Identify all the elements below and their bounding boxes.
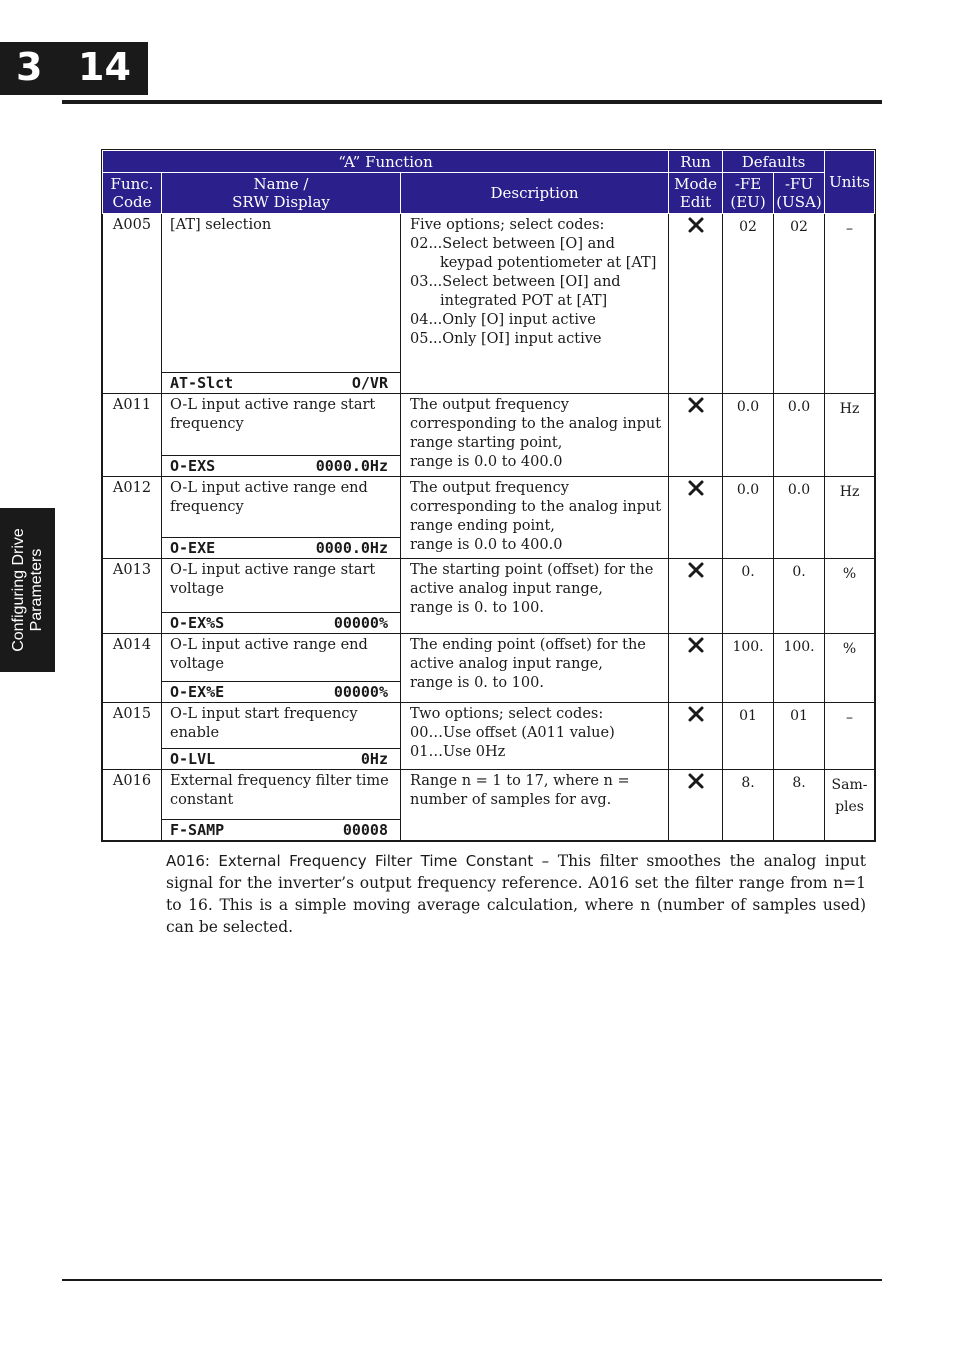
srw-display-value: 0Hz: [360, 749, 388, 768]
units-cell: [825, 703, 875, 770]
description-cell: [401, 770, 669, 841]
parameter-name: O-L input active range end frequency: [170, 480, 368, 515]
run-mode-edit-header: Mode Edit: [669, 173, 723, 214]
description-cell: [401, 477, 669, 559]
description-line: integrated POT at [AT]: [440, 293, 608, 309]
page-number-tab: [0, 42, 148, 95]
description-line: corresponding to the analog input: [410, 416, 662, 432]
fu-default-header: -FU (USA): [774, 173, 825, 214]
func-code-cell: A005: [103, 214, 162, 394]
paragraph-lead: A016: External Frequency Filter Time Constant –: [166, 852, 550, 870]
srw-display-key: O-EX%E: [170, 682, 225, 701]
srw-display: [162, 537, 400, 558]
fu-default-cell: 8.: [774, 770, 825, 841]
units-cell: [825, 477, 875, 559]
srw-display-key: O-EXS: [170, 456, 216, 475]
paragraph-body: This filter smoothes the analog input signal for the inverter’s output frequency reference. A016 set the filter range from n=1 to 16. This is a simple moving average calculation, where n (number of samples used) can be selected.: [166, 852, 866, 936]
srw-display: [162, 612, 400, 633]
srw-display: [162, 372, 400, 393]
units-value: Hz: [839, 401, 860, 417]
x-icon: [687, 705, 705, 723]
units-cell: [825, 559, 875, 634]
parameter-name: [AT] selection: [170, 217, 272, 233]
description-cell: [401, 634, 669, 703]
srw-display-value: 00000%: [333, 613, 388, 632]
a016-explanation-paragraph: [166, 850, 866, 938]
srw-display: [162, 455, 400, 476]
parameter-name: O-L input active range start frequency: [170, 397, 376, 432]
description-line: 04...Only [O] input active: [410, 312, 596, 328]
code-header: Func. Code: [103, 173, 162, 214]
description-line: Range n = 1 to 17, where n =: [410, 773, 630, 789]
side-tab-line-1: Configuring Drive: [9, 528, 27, 652]
description-line: number of samples for avg.: [410, 792, 612, 808]
units-value: %: [842, 566, 857, 582]
description-line: range is 0.0 to 400.0: [410, 454, 563, 470]
description-line: 01…Use 0Hz: [410, 744, 506, 760]
name-cell: [162, 214, 401, 394]
description-line: active analog input range,: [410, 581, 603, 597]
run-mode-edit-cell: [669, 703, 723, 770]
description-line: 00…Use offset (A011 value): [410, 725, 615, 741]
side-tab-line-2: Parameters: [27, 548, 45, 632]
fu-default-cell: 01: [774, 703, 825, 770]
name-cell: [162, 559, 401, 634]
srw-display: [162, 681, 400, 702]
fe-default-cell: 01: [723, 703, 774, 770]
x-icon: [687, 636, 705, 654]
func-code-cell: A016: [103, 770, 162, 841]
run-mode-edit-cell: [669, 770, 723, 841]
parameter-name: External frequency filter time constant: [170, 773, 389, 808]
description-line: 02...Select between [O] and: [410, 236, 615, 252]
x-icon: [687, 479, 705, 497]
units-value: Sam-ples: [831, 777, 868, 815]
run-mode-edit-cell: [669, 394, 723, 477]
run-mode-edit-cell: [669, 634, 723, 703]
parameter-name: O-L input start frequency enable: [170, 706, 358, 741]
srw-display-key: O-EX%S: [170, 613, 225, 632]
fu-default-cell: 100.: [774, 634, 825, 703]
units-value: –: [846, 710, 854, 726]
description-line: The starting point (offset) for the: [410, 562, 654, 578]
srw-display-value: 0000.0Hz: [315, 538, 388, 557]
footer-rule: [62, 1279, 882, 1281]
units-cell: [825, 214, 875, 394]
table-row: [103, 703, 875, 770]
name-header: Name / SRW Display: [162, 173, 401, 214]
description-cell: [401, 394, 669, 477]
units-value: %: [842, 641, 857, 657]
description-line: The output frequency: [410, 480, 569, 496]
units-value: Hz: [839, 484, 860, 500]
x-icon: [687, 561, 705, 579]
srw-display-key: F-SAMP: [170, 820, 225, 839]
description-line: 05...Only [OI] input active: [410, 331, 602, 347]
run-mode-edit-cell: [669, 214, 723, 394]
name-cell: [162, 394, 401, 477]
srw-display-value: O/VR: [351, 373, 388, 392]
description-line: range starting point,: [410, 435, 563, 451]
srw-display-value: 00008: [342, 820, 388, 839]
header-rule: [62, 100, 882, 104]
name-cell: [162, 703, 401, 770]
fu-default-cell: 0.: [774, 559, 825, 634]
x-icon: [687, 772, 705, 790]
description-line: Two options; select codes:: [410, 706, 604, 722]
page-number: 14: [78, 45, 131, 89]
func-code-cell: A014: [103, 634, 162, 703]
parameter-name: O-L input active range start voltage: [170, 562, 376, 597]
x-icon: [687, 396, 705, 414]
description-line: active analog input range,: [410, 656, 603, 672]
group-header: “A” Function: [103, 151, 669, 173]
func-code-cell: A012: [103, 477, 162, 559]
run-mode-edit-cell: [669, 477, 723, 559]
func-code-cell: A011: [103, 394, 162, 477]
description-line: keypad potentiometer at [AT]: [440, 255, 657, 271]
fe-default-cell: 0.0: [723, 477, 774, 559]
srw-display-value: 00000%: [333, 682, 388, 701]
defaults-header: Defaults: [723, 151, 825, 173]
srw-display: [162, 819, 400, 840]
srw-display: [162, 748, 400, 769]
description-line: range is 0.0 to 400.0: [410, 537, 563, 553]
srw-display-value: 0000.0Hz: [315, 456, 388, 475]
description-line: 03...Select between [OI] and: [410, 274, 621, 290]
description-line: range ending point,: [410, 518, 555, 534]
units-value: –: [846, 221, 854, 237]
fe-default-header: -FE (EU): [723, 173, 774, 214]
srw-display-key: O-LVL: [170, 749, 216, 768]
name-cell: [162, 770, 401, 841]
table-row: [103, 634, 875, 703]
description-line: range is 0. to 100.: [410, 600, 544, 616]
chapter-number: 3: [16, 45, 43, 89]
run-header: Run: [669, 151, 723, 173]
description-cell: [401, 703, 669, 770]
description-cell: [401, 559, 669, 634]
table-row: [103, 214, 875, 394]
description-line: The ending point (offset) for the: [410, 637, 646, 653]
units-cell: [825, 634, 875, 703]
description-line: Five options; select codes:: [410, 217, 605, 233]
srw-display-key: O-EXE: [170, 538, 216, 557]
table-row: [103, 770, 875, 841]
units-cell: [825, 394, 875, 477]
fe-default-cell: 0.: [723, 559, 774, 634]
fu-default-cell: 02: [774, 214, 825, 394]
table-row: [103, 559, 875, 634]
run-mode-edit-cell: [669, 559, 723, 634]
x-icon: [687, 216, 705, 234]
description-line: The output frequency: [410, 397, 569, 413]
description-line: range is 0. to 100.: [410, 675, 544, 691]
units-cell: [825, 770, 875, 841]
section-side-tab: [0, 508, 55, 672]
fu-default-cell: 0.0: [774, 477, 825, 559]
table-row: [103, 394, 875, 477]
parameter-name: O-L input active range end voltage: [170, 637, 368, 672]
func-code-cell: A013: [103, 559, 162, 634]
table-row: [103, 477, 875, 559]
fe-default-cell: 02: [723, 214, 774, 394]
fe-default-cell: 0.0: [723, 394, 774, 477]
fe-default-cell: 8.: [723, 770, 774, 841]
srw-display-key: AT-Slct: [170, 373, 234, 392]
func-code-cell: A015: [103, 703, 162, 770]
name-cell: [162, 477, 401, 559]
description-header: Description: [401, 173, 669, 214]
units-header: Units: [825, 151, 875, 214]
fu-default-cell: 0.0: [774, 394, 825, 477]
description-line: corresponding to the analog input: [410, 499, 662, 515]
name-cell: [162, 634, 401, 703]
fe-default-cell: 100.: [723, 634, 774, 703]
description-cell: [401, 214, 669, 394]
a-function-parameter-table: [102, 150, 875, 841]
